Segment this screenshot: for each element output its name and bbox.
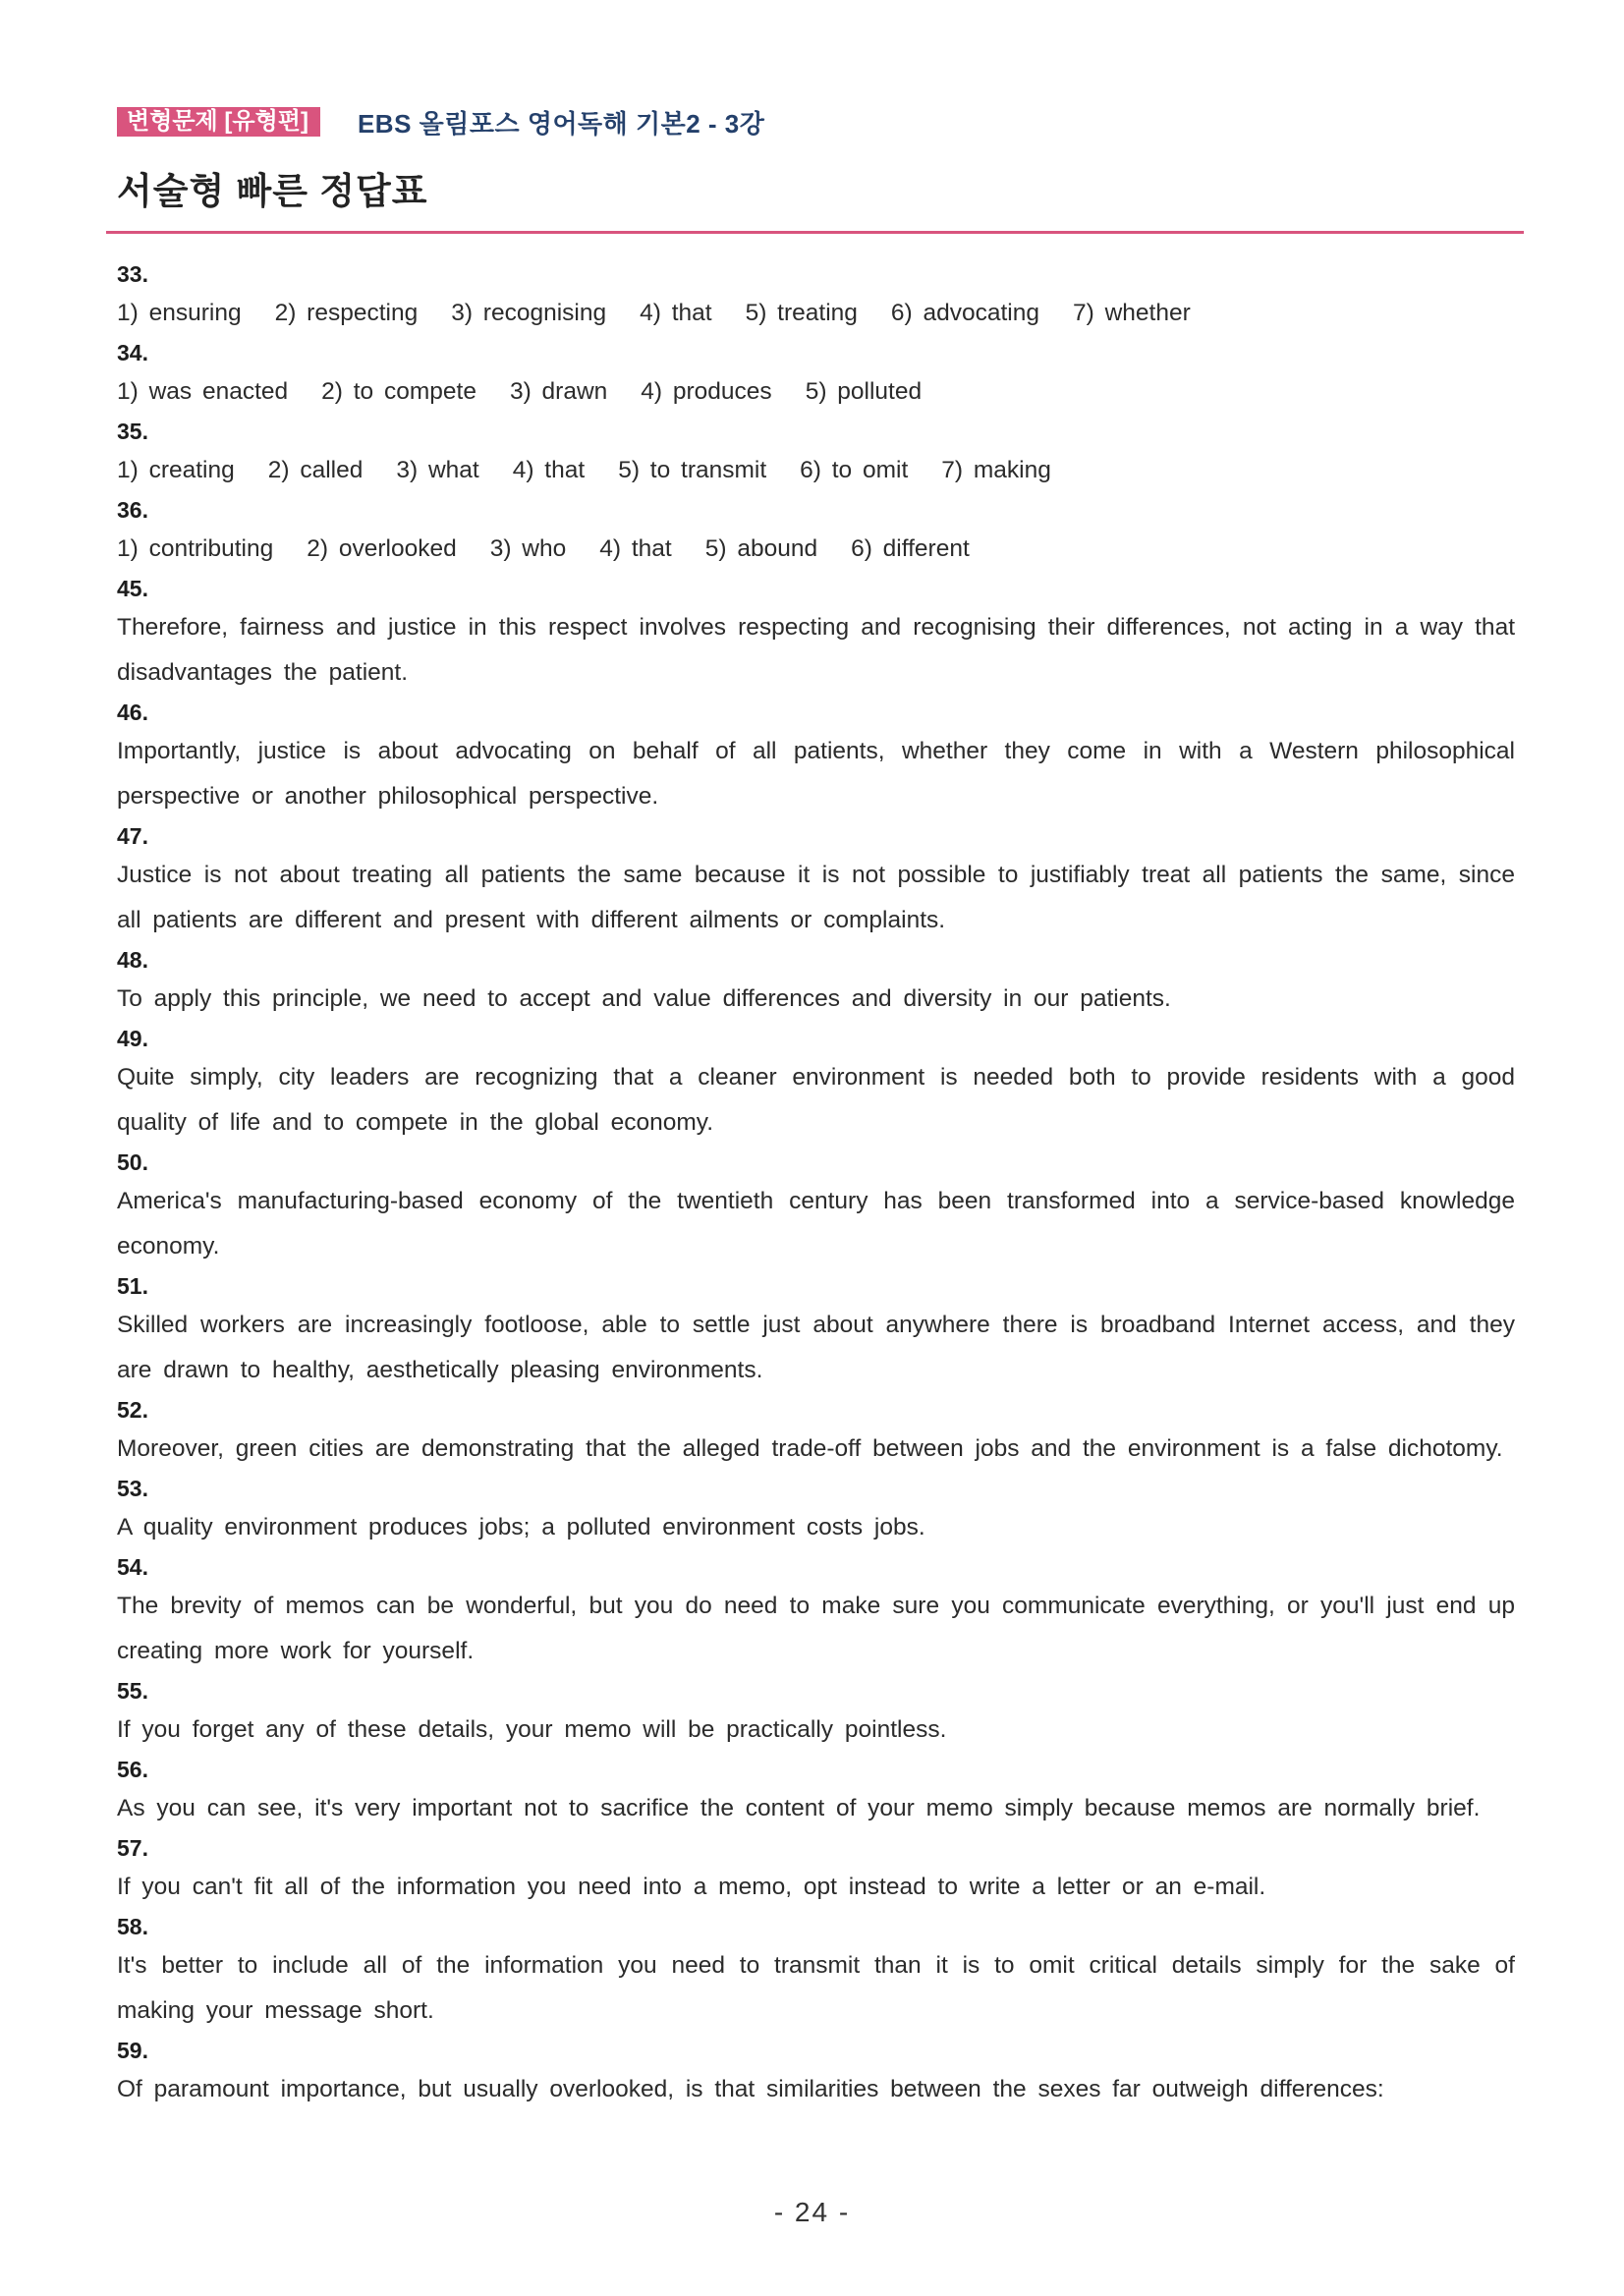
answer-sentence: The brevity of memos can be wonderful, but you do need to make sure you communicate everything, or you'll just end up creating more work for yourself. (117, 1593, 1515, 1664)
blank-answer: 5) abound (704, 535, 818, 562)
answer-item (117, 1753, 1515, 1831)
blank-answer: 4) produces (641, 378, 772, 405)
blank-answer: 5) treating (745, 300, 858, 326)
blank-answer: 6) advocating (890, 300, 1039, 326)
sentence-answer-list (117, 572, 1515, 2112)
answer-item (117, 1831, 1515, 1910)
question-number: 59. (117, 2038, 148, 2063)
section-tag: 변형문제 [유형편] (117, 107, 320, 137)
answer-sentence: Quite simply, city leaders are recognizing that a cleaner environment is needed both to provide residents with a good quality of life and to compete in the global economy. (117, 1064, 1515, 1136)
question-number: 33. (117, 261, 148, 287)
question-number: 51. (117, 1273, 148, 1299)
answer-item (117, 1910, 1515, 2034)
blank-answers-row (117, 291, 1515, 336)
answer-sentence: Therefore, fairness and justice in this respect involves respecting and recognising their differences, not acting in a way that disadvantages the patient. (117, 614, 1515, 686)
blank-answer: 1) ensuring (117, 300, 242, 326)
page-number: - 24 - (773, 2197, 851, 2227)
blank-answer: 2) called (267, 457, 364, 483)
blank-answer-list (117, 257, 1515, 572)
blank-answer: 3) who (489, 535, 567, 562)
blank-answer: 2) overlooked (307, 535, 457, 562)
answer-sentence: To apply this principle, we need to accept and value differences and diversity in our patients. (117, 985, 1171, 1012)
blank-answer: 5) to transmit (618, 457, 767, 483)
question-number: 58. (117, 1914, 148, 1939)
question-number: 34. (117, 340, 148, 365)
header-divider (106, 231, 1524, 234)
answer-sentence: Justice is not about treating all patients the same because it is not possible to justifiably treat all patients the same, since all patients are different and present with different ailments or complaints. (117, 862, 1515, 933)
answer-sentence: America's manufacturing-based economy of the twentieth century has been transformed into a service-based knowledge economy. (117, 1188, 1515, 1260)
blank-answer: 6) to omit (800, 457, 909, 483)
answer-item (117, 336, 1515, 415)
blank-answer: 2) to compete (321, 378, 476, 405)
question-number: 53. (117, 1476, 148, 1501)
blank-answer: 4) that (512, 457, 586, 483)
question-number: 56. (117, 1757, 148, 1782)
blank-answer: 3) drawn (509, 378, 608, 405)
question-number: 35. (117, 419, 148, 444)
answer-item (117, 1146, 1515, 1269)
blank-answers-row (117, 448, 1515, 493)
question-number: 46. (117, 700, 148, 725)
answer-item (117, 415, 1515, 493)
answer-item (117, 2034, 1515, 2112)
question-number: 55. (117, 1678, 148, 1704)
answer-sentence: Skilled workers are increasingly footloose, able to settle just about anywhere there is broadband Internet access, and they are drawn to healthy, aesthetically pleasing environments. (117, 1312, 1515, 1383)
answer-item (117, 1472, 1515, 1550)
answer-sentence: Importantly, justice is about advocating on behalf of all patients, whether they come in with a Western philosophical perspective or another philosophical perspective. (117, 738, 1515, 810)
answer-item (117, 1674, 1515, 1753)
answer-sentence: Moreover, green cities are demonstrating that the alleged trade-off between jobs and the environment is a false dichotomy. (117, 1435, 1503, 1462)
question-number: 45. (117, 576, 148, 601)
answer-item (117, 696, 1515, 819)
page-title: 서술형 빠른 정답표 (117, 171, 428, 211)
blank-answer: 1) was enacted (117, 378, 289, 405)
answer-item (117, 257, 1515, 336)
page-header (117, 102, 764, 141)
question-number: 49. (117, 1026, 148, 1051)
blank-answer: 5) polluted (805, 378, 923, 405)
question-number: 47. (117, 823, 148, 849)
blank-answer: 2) respecting (274, 300, 419, 326)
answer-item (117, 1550, 1515, 1674)
answer-item (117, 943, 1515, 1022)
question-number: 50. (117, 1149, 148, 1175)
answer-item (117, 819, 1515, 943)
answer-sentence: A quality environment produces jobs; a polluted environment costs jobs. (117, 1514, 925, 1540)
blank-answer: 3) what (396, 457, 479, 483)
question-number: 52. (117, 1397, 148, 1423)
answer-item (117, 493, 1515, 572)
blank-answer: 4) that (599, 535, 672, 562)
blank-answer: 1) creating (117, 457, 235, 483)
blank-answer: 7) whether (1073, 300, 1191, 326)
question-number: 54. (117, 1554, 148, 1580)
answer-item (117, 572, 1515, 696)
question-number: 48. (117, 947, 148, 973)
answer-sentence: If you forget any of these details, your memo will be practically pointless. (117, 1716, 947, 1743)
answer-item (117, 1269, 1515, 1393)
answer-sentence: As you can see, it's very important not to sacrifice the content of your memo simply because memos are normally brief. (117, 1795, 1481, 1821)
blank-answer: 7) making (941, 457, 1051, 483)
answer-sentence: Of paramount importance, but usually overlooked, is that similarities between the sexes far outweigh differences: (117, 2076, 1384, 2102)
answer-sentence: If you can't fit all of the information you need into a memo, opt instead to write a letter or an e-mail. (117, 1874, 1266, 1900)
question-number: 57. (117, 1835, 148, 1861)
blank-answers-row (117, 369, 1515, 415)
question-number: 36. (117, 497, 148, 523)
answer-item (117, 1393, 1515, 1472)
answer-sentence: It's better to include all of the information you need to transmit than it is to omit critical details simply for the sake of making your message short. (117, 1952, 1515, 2024)
answer-list (117, 257, 1515, 2112)
blank-answer: 3) recognising (451, 300, 607, 326)
blank-answer: 1) contributing (117, 535, 274, 562)
answer-item (117, 1022, 1515, 1146)
subject-title: EBS 올림포스 영어독해 기본2 - 3강 (357, 108, 765, 139)
blank-answer: 4) that (640, 300, 712, 326)
blank-answers-row (117, 527, 1515, 572)
blank-answer: 6) different (851, 535, 970, 562)
